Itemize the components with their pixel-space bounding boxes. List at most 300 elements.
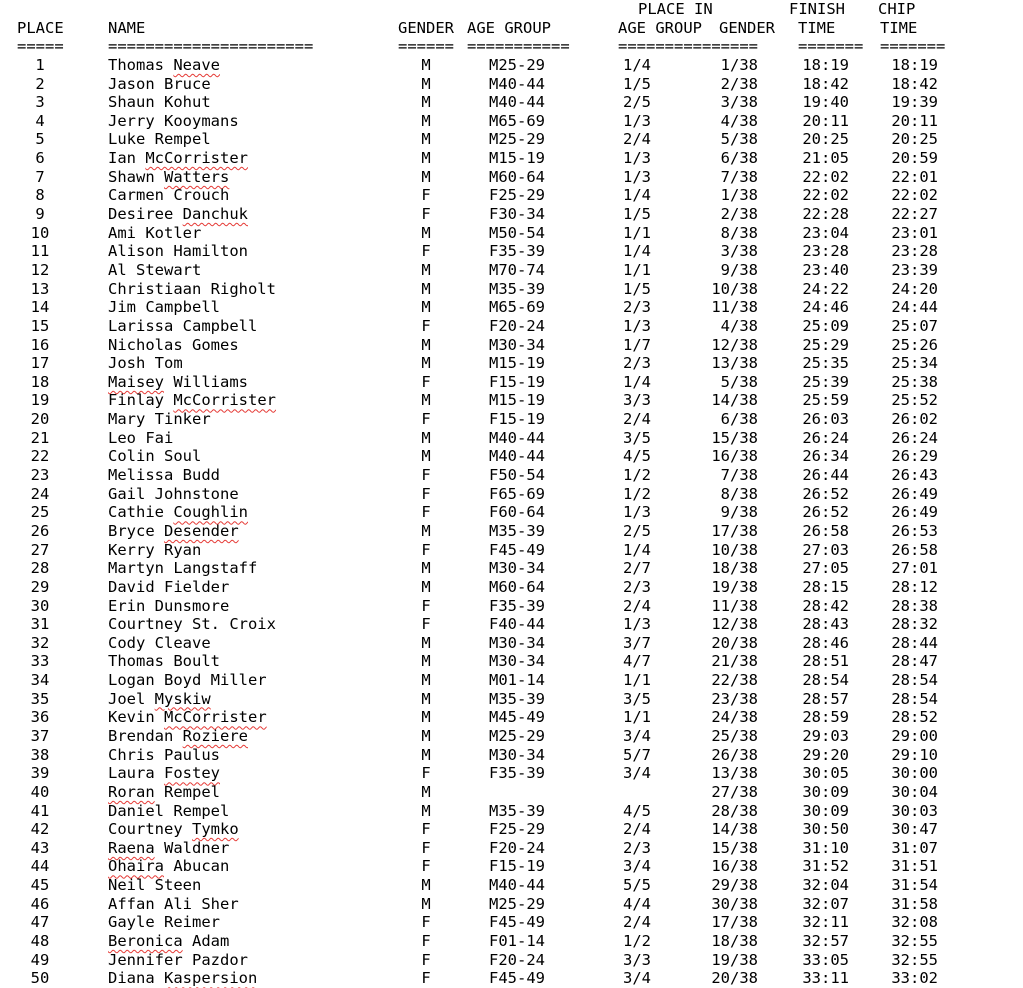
cell-gender: M <box>421 279 431 298</box>
cell-gender: M <box>421 391 431 410</box>
table-row <box>0 466 1023 485</box>
cell-chip-time: 28:12 <box>891 577 938 596</box>
cell-chip-time: 20:25 <box>891 130 938 149</box>
table-row <box>0 708 1023 727</box>
cell-age-group: M25-29 <box>489 894 545 913</box>
header-chip-time: TIME <box>880 18 918 37</box>
cell-finish-time: 28:15 <box>802 577 849 596</box>
cell-age-group: M65-69 <box>489 298 545 317</box>
cell-finish-time: 31:52 <box>802 857 849 876</box>
cell-age-group-place: 2/4 <box>623 130 651 149</box>
cell-place: 49 <box>30 950 50 969</box>
cell-chip-time: 32:08 <box>891 913 938 932</box>
spellcheck-flagged-word: Coughlin <box>173 503 248 522</box>
cell-age-group: M25-29 <box>489 130 545 149</box>
cell-gender: M <box>421 167 431 186</box>
cell-place: 46 <box>30 894 50 913</box>
cell-chip-time: 22:02 <box>891 186 938 205</box>
cell-finish-time: 31:10 <box>802 838 849 857</box>
cell-place: 11 <box>30 242 50 261</box>
cell-gender: M <box>421 894 431 913</box>
cell-place: 41 <box>30 801 50 820</box>
cell-age-group-place: 1/4 <box>623 55 651 74</box>
cell-chip-time: 26:02 <box>891 410 938 429</box>
table-row <box>0 541 1023 560</box>
spellcheck-flagged-word: Ohaira <box>108 857 164 876</box>
cell-gender-place: 12/38 <box>711 615 758 634</box>
header-chip: CHIP <box>878 0 916 18</box>
cell-finish-time: 25:39 <box>802 372 849 391</box>
cell-chip-time: 30:00 <box>891 764 938 783</box>
cell-place: 2 <box>35 74 45 93</box>
cell-name: Nicholas Gomes <box>108 335 239 354</box>
cell-finish-time: 28:59 <box>802 708 849 727</box>
cell-name: Cathie Coughlin <box>108 503 248 522</box>
cell-finish-time: 21:05 <box>802 149 849 168</box>
cell-chip-time: 29:10 <box>891 745 938 764</box>
cell-age-group: M65-69 <box>489 111 545 130</box>
cell-place: 16 <box>30 335 50 354</box>
cell-age-group-place: 2/5 <box>623 93 651 112</box>
cell-chip-time: 28:44 <box>891 633 938 652</box>
cell-chip-time: 22:01 <box>891 167 938 186</box>
cell-place: 42 <box>30 820 50 839</box>
cell-gender-place: 4/38 <box>720 111 758 130</box>
spellcheck-flagged-word: Roran <box>108 782 155 801</box>
cell-chip-time: 22:27 <box>891 205 938 224</box>
cell-age-group: M30-34 <box>489 335 545 354</box>
cell-age-group: M70-74 <box>489 260 545 279</box>
cell-chip-time: 31:54 <box>891 876 938 895</box>
cell-name: Desiree Danchuk <box>108 205 248 224</box>
cell-age-group-place: 3/4 <box>623 969 651 988</box>
cell-name: David Fielder <box>108 577 230 596</box>
cell-gender-place: 4/38 <box>720 316 758 335</box>
cell-chip-time: 25:07 <box>891 316 938 335</box>
cell-finish-time: 30:09 <box>802 801 849 820</box>
cell-finish-time: 25:59 <box>802 391 849 410</box>
spellcheck-flagged-word: McCorrister <box>173 391 276 410</box>
cell-age-group: M45-49 <box>489 708 545 727</box>
cell-age-group-place: 3/7 <box>623 633 651 652</box>
header-finish: FINISH <box>789 0 845 18</box>
cell-gender: F <box>421 615 431 634</box>
cell-finish-time: 25:29 <box>802 335 849 354</box>
cell-name: Raena Waldner <box>108 838 230 857</box>
spellcheck-flagged-word: McCorrister <box>145 149 248 168</box>
cell-finish-time: 22:02 <box>802 186 849 205</box>
cell-chip-time: 23:28 <box>891 242 938 261</box>
cell-gender-place: 25/38 <box>711 726 758 745</box>
cell-age-group: M25-29 <box>489 55 545 74</box>
cell-name: Beronica Adam <box>108 932 230 951</box>
cell-age-group-place: 1/5 <box>623 205 651 224</box>
cell-age-group-place: 4/5 <box>623 801 651 820</box>
cell-chip-time: 18:19 <box>891 55 938 74</box>
cell-gender-place: 7/38 <box>720 466 758 485</box>
table-row <box>0 652 1023 671</box>
table-row <box>0 503 1023 522</box>
cell-chip-time: 23:39 <box>891 260 938 279</box>
spellcheck-flagged-word: Danchuk <box>182 205 248 224</box>
cell-name: Jason Bruce <box>108 74 211 93</box>
table-row <box>0 764 1023 783</box>
cell-place: 48 <box>30 932 50 951</box>
table-row <box>0 410 1023 429</box>
cell-gender-place: 24/38 <box>711 708 758 727</box>
cell-gender: M <box>421 111 431 130</box>
cell-gender: M <box>421 652 431 671</box>
table-row <box>0 485 1023 504</box>
cell-chip-time: 32:55 <box>891 932 938 951</box>
cell-name: Kerry Ryan <box>108 540 202 559</box>
cell-place: 25 <box>30 503 50 522</box>
cell-age-group-place: 1/5 <box>623 279 651 298</box>
cell-name: Thomas Boult <box>108 652 220 671</box>
cell-gender: M <box>421 521 431 540</box>
cell-chip-time: 25:34 <box>891 354 938 373</box>
cell-age-group: M35-39 <box>489 521 545 540</box>
table-row <box>0 242 1023 261</box>
cell-age-group-place: 1/3 <box>623 316 651 335</box>
separator-place-in: =============== <box>618 37 758 56</box>
cell-finish-time: 32:07 <box>802 894 849 913</box>
cell-gender-place: 30/38 <box>711 894 758 913</box>
cell-place: 21 <box>30 428 50 447</box>
cell-age-group: F20-24 <box>489 950 545 969</box>
table-row <box>0 149 1023 168</box>
cell-age-group-place: 1/2 <box>623 484 651 503</box>
cell-finish-time: 32:11 <box>802 913 849 932</box>
cell-finish-time: 30:50 <box>802 820 849 839</box>
cell-name: Gayle Reimer <box>108 913 220 932</box>
table-row <box>0 857 1023 876</box>
cell-age-group: M30-34 <box>489 745 545 764</box>
table-row <box>0 597 1023 616</box>
cell-age-group: M40-44 <box>489 428 545 447</box>
cell-finish-time: 26:52 <box>802 484 849 503</box>
spellcheck-flagged-word: Myskiw <box>154 689 211 708</box>
cell-name: Chris Paulus <box>108 745 220 764</box>
cell-age-group-place: 1/4 <box>623 372 651 391</box>
cell-chip-time: 28:47 <box>891 652 938 671</box>
table-row <box>0 75 1023 94</box>
cell-gender: F <box>421 932 431 951</box>
cell-name: Gail Johnstone <box>108 484 239 503</box>
cell-place: 33 <box>30 652 50 671</box>
cell-age-group-place: 1/3 <box>623 503 651 522</box>
cell-name: Joel Myskiw <box>108 689 211 708</box>
cell-gender: M <box>421 428 431 447</box>
table-row <box>0 373 1023 392</box>
cell-place: 32 <box>30 633 50 652</box>
cell-name: Diana Kaspersion <box>108 969 258 988</box>
cell-age-group: F45-49 <box>489 969 545 988</box>
cell-chip-time: 28:54 <box>891 689 938 708</box>
cell-name: Melissa Budd <box>108 466 220 485</box>
cell-name: Affan Ali Sher <box>108 894 239 913</box>
table-row <box>0 876 1023 895</box>
cell-gender: M <box>421 130 431 149</box>
cell-name: Courtney Tymko <box>108 820 239 839</box>
cell-gender: M <box>421 708 431 727</box>
cell-finish-time: 18:19 <box>802 55 849 74</box>
cell-age-group: F15-19 <box>489 372 545 391</box>
cell-age-group: F35-39 <box>489 764 545 783</box>
cell-chip-time: 26:58 <box>891 540 938 559</box>
cell-gender: M <box>421 74 431 93</box>
cell-gender-place: 27/38 <box>711 782 758 801</box>
results-body <box>0 56 1023 988</box>
cell-finish-time: 28:54 <box>802 671 849 690</box>
cell-name: Luke Rempel <box>108 130 211 149</box>
table-row <box>0 298 1023 317</box>
cell-chip-time: 26:29 <box>891 447 938 466</box>
table-row <box>0 820 1023 839</box>
cell-gender: F <box>421 540 431 559</box>
cell-finish-time: 26:34 <box>802 447 849 466</box>
spellcheck-flagged-word: Watters <box>164 167 230 186</box>
cell-gender: F <box>421 186 431 205</box>
cell-name: Shawn Watters <box>108 167 230 186</box>
cell-age-group-place: 1/1 <box>623 671 651 690</box>
cell-age-group-place: 1/4 <box>623 242 651 261</box>
cell-gender: F <box>421 503 431 522</box>
cell-finish-time: 27:05 <box>802 559 849 578</box>
table-row <box>0 690 1023 709</box>
cell-finish-time: 28:42 <box>802 596 849 615</box>
cell-gender-place: 14/38 <box>711 820 758 839</box>
cell-age-group: F65-69 <box>489 484 545 503</box>
cell-place: 45 <box>30 876 50 895</box>
cell-place: 6 <box>35 149 45 168</box>
cell-age-group-place: 1/7 <box>623 335 651 354</box>
cell-age-group: M30-34 <box>489 652 545 671</box>
table-row <box>0 783 1023 802</box>
header-name: NAME <box>108 18 146 37</box>
table-row <box>0 112 1023 131</box>
cell-age-group-place: 4/7 <box>623 652 651 671</box>
cell-age-group-place: 3/4 <box>623 726 651 745</box>
cell-place: 30 <box>30 596 50 615</box>
cell-gender-place: 28/38 <box>711 801 758 820</box>
cell-gender: M <box>421 559 431 578</box>
cell-finish-time: 24:46 <box>802 298 849 317</box>
cell-place: 31 <box>30 615 50 634</box>
cell-chip-time: 27:01 <box>891 559 938 578</box>
cell-age-group: F30-34 <box>489 205 545 224</box>
separator-gender: ====== <box>398 37 454 56</box>
cell-place: 18 <box>30 372 50 391</box>
cell-gender: M <box>421 745 431 764</box>
cell-gender: F <box>421 242 431 261</box>
cell-name: Cody Cleave <box>108 633 211 652</box>
cell-chip-time: 30:04 <box>891 782 938 801</box>
cell-age-group-place: 1/1 <box>623 223 651 242</box>
cell-gender-place: 2/38 <box>720 205 758 224</box>
table-row <box>0 559 1023 578</box>
cell-gender: F <box>421 913 431 932</box>
table-row <box>0 802 1023 821</box>
cell-age-group-place: 3/5 <box>623 428 651 447</box>
cell-name: Jerry Kooymans <box>108 111 239 130</box>
cell-age-group-place: 2/5 <box>623 521 651 540</box>
cell-gender-place: 20/38 <box>711 633 758 652</box>
cell-name: Alison Hamilton <box>108 242 248 261</box>
cell-finish-time: 27:03 <box>802 540 849 559</box>
spellcheck-flagged-word: Neave <box>173 55 220 74</box>
cell-gender: M <box>421 93 431 112</box>
cell-chip-time: 20:59 <box>891 149 938 168</box>
cell-gender: M <box>421 149 431 168</box>
cell-chip-time: 25:38 <box>891 372 938 391</box>
cell-place: 47 <box>30 913 50 932</box>
cell-name: Mary Tinker <box>108 410 211 429</box>
cell-gender-place: 21/38 <box>711 652 758 671</box>
cell-age-group-place: 2/3 <box>623 298 651 317</box>
cell-gender-place: 20/38 <box>711 969 758 988</box>
cell-finish-time: 20:25 <box>802 130 849 149</box>
cell-chip-time: 25:52 <box>891 391 938 410</box>
table-row <box>0 447 1023 466</box>
cell-age-group-place: 1/1 <box>623 708 651 727</box>
cell-gender-place: 1/38 <box>720 186 758 205</box>
cell-chip-time: 26:49 <box>891 503 938 522</box>
cell-finish-time: 30:09 <box>802 782 849 801</box>
separator-finish: ======= <box>798 37 864 56</box>
cell-finish-time: 32:57 <box>802 932 849 951</box>
cell-name: Martyn Langstaff <box>108 559 258 578</box>
cell-gender: M <box>421 726 431 745</box>
cell-age-group: F40-44 <box>489 615 545 634</box>
table-row <box>0 913 1023 932</box>
cell-age-group-place: 2/4 <box>623 820 651 839</box>
cell-place: 22 <box>30 447 50 466</box>
cell-age-group-place: 4/5 <box>623 447 651 466</box>
cell-finish-time: 25:09 <box>802 316 849 335</box>
cell-age-group: F25-29 <box>489 820 545 839</box>
header-gender: GENDER <box>398 18 454 37</box>
cell-finish-time: 25:35 <box>802 354 849 373</box>
cell-age-group: F20-24 <box>489 838 545 857</box>
cell-place: 50 <box>30 969 50 988</box>
cell-gender: F <box>421 969 431 988</box>
cell-gender-place: 29/38 <box>711 876 758 895</box>
cell-finish-time: 28:57 <box>802 689 849 708</box>
cell-age-group: M60-64 <box>489 577 545 596</box>
cell-gender-place: 8/38 <box>720 484 758 503</box>
cell-age-group-place: 1/3 <box>623 111 651 130</box>
cell-age-group-place: 2/3 <box>623 577 651 596</box>
table-row <box>0 951 1023 970</box>
cell-chip-time: 25:26 <box>891 335 938 354</box>
cell-gender: M <box>421 577 431 596</box>
cell-age-group: M30-34 <box>489 559 545 578</box>
cell-name: Leo Fai <box>108 428 174 447</box>
table-row <box>0 615 1023 634</box>
cell-place: 13 <box>30 279 50 298</box>
cell-chip-time: 31:58 <box>891 894 938 913</box>
cell-age-group-place: 1/1 <box>623 260 651 279</box>
table-row <box>0 317 1023 336</box>
cell-gender: F <box>421 764 431 783</box>
cell-gender: M <box>421 782 431 801</box>
cell-age-group-place: 5/5 <box>623 876 651 895</box>
cell-gender-place: 3/38 <box>720 242 758 261</box>
cell-age-group: M40-44 <box>489 447 545 466</box>
cell-age-group: F45-49 <box>489 540 545 559</box>
cell-finish-time: 33:05 <box>802 950 849 969</box>
cell-finish-time: 28:43 <box>802 615 849 634</box>
cell-place: 39 <box>30 764 50 783</box>
cell-name: Kevin McCorrister <box>108 708 267 727</box>
cell-chip-time: 28:54 <box>891 671 938 690</box>
cell-finish-time: 26:52 <box>802 503 849 522</box>
cell-age-group-place: 1/2 <box>623 932 651 951</box>
spellcheck-flagged-word: Maisey <box>108 372 164 391</box>
cell-gender: M <box>421 55 431 74</box>
cell-gender-place: 13/38 <box>711 764 758 783</box>
cell-finish-time: 30:05 <box>802 764 849 783</box>
cell-age-group: F35-39 <box>489 242 545 261</box>
cell-gender: M <box>421 876 431 895</box>
separator-chip: ======= <box>880 37 946 56</box>
cell-gender: M <box>421 801 431 820</box>
cell-gender: M <box>421 298 431 317</box>
table-row <box>0 391 1023 410</box>
cell-name: Colin Soul <box>108 447 202 466</box>
cell-name: Logan Boyd Miller <box>108 671 267 690</box>
table-row <box>0 671 1023 690</box>
table-row <box>0 93 1023 112</box>
cell-finish-time: 29:20 <box>802 745 849 764</box>
cell-place: 38 <box>30 745 50 764</box>
cell-gender-place: 22/38 <box>711 671 758 690</box>
cell-place: 3 <box>35 93 45 112</box>
cell-place: 23 <box>30 466 50 485</box>
cell-gender: F <box>421 372 431 391</box>
cell-age-group-place: 1/5 <box>623 74 651 93</box>
cell-age-group: M40-44 <box>489 74 545 93</box>
cell-name: Erin Dunsmore <box>108 596 230 615</box>
header-row-1 <box>0 0 1023 19</box>
table-row <box>0 578 1023 597</box>
table-row <box>0 205 1023 224</box>
cell-age-group: M35-39 <box>489 801 545 820</box>
cell-name: Carmen Crouch <box>108 186 230 205</box>
cell-place: 10 <box>30 223 50 242</box>
cell-name: Ami Kotler <box>108 223 202 242</box>
table-row <box>0 186 1023 205</box>
cell-age-group-place: 1/3 <box>623 167 651 186</box>
header-age-group-place: AGE GROUP <box>618 18 702 37</box>
cell-gender: F <box>421 820 431 839</box>
separator-name: ====================== <box>108 37 314 56</box>
cell-name: Daniel Rempel <box>108 801 230 820</box>
table-row <box>0 224 1023 243</box>
cell-age-group: M25-29 <box>489 726 545 745</box>
cell-name: Al Stewart <box>108 260 202 279</box>
cell-name: Jim Campbell <box>108 298 220 317</box>
cell-age-group: M35-39 <box>489 689 545 708</box>
cell-name: Jennifer Pazdor <box>108 950 248 969</box>
spellcheck-flagged-word: McCorrister <box>164 708 267 727</box>
cell-chip-time: 30:47 <box>891 820 938 839</box>
cell-age-group-place: 1/3 <box>623 615 651 634</box>
cell-age-group-place: 4/4 <box>623 894 651 913</box>
cell-age-group-place: 3/3 <box>623 950 651 969</box>
spellcheck-flagged-word: Raena <box>108 838 155 857</box>
